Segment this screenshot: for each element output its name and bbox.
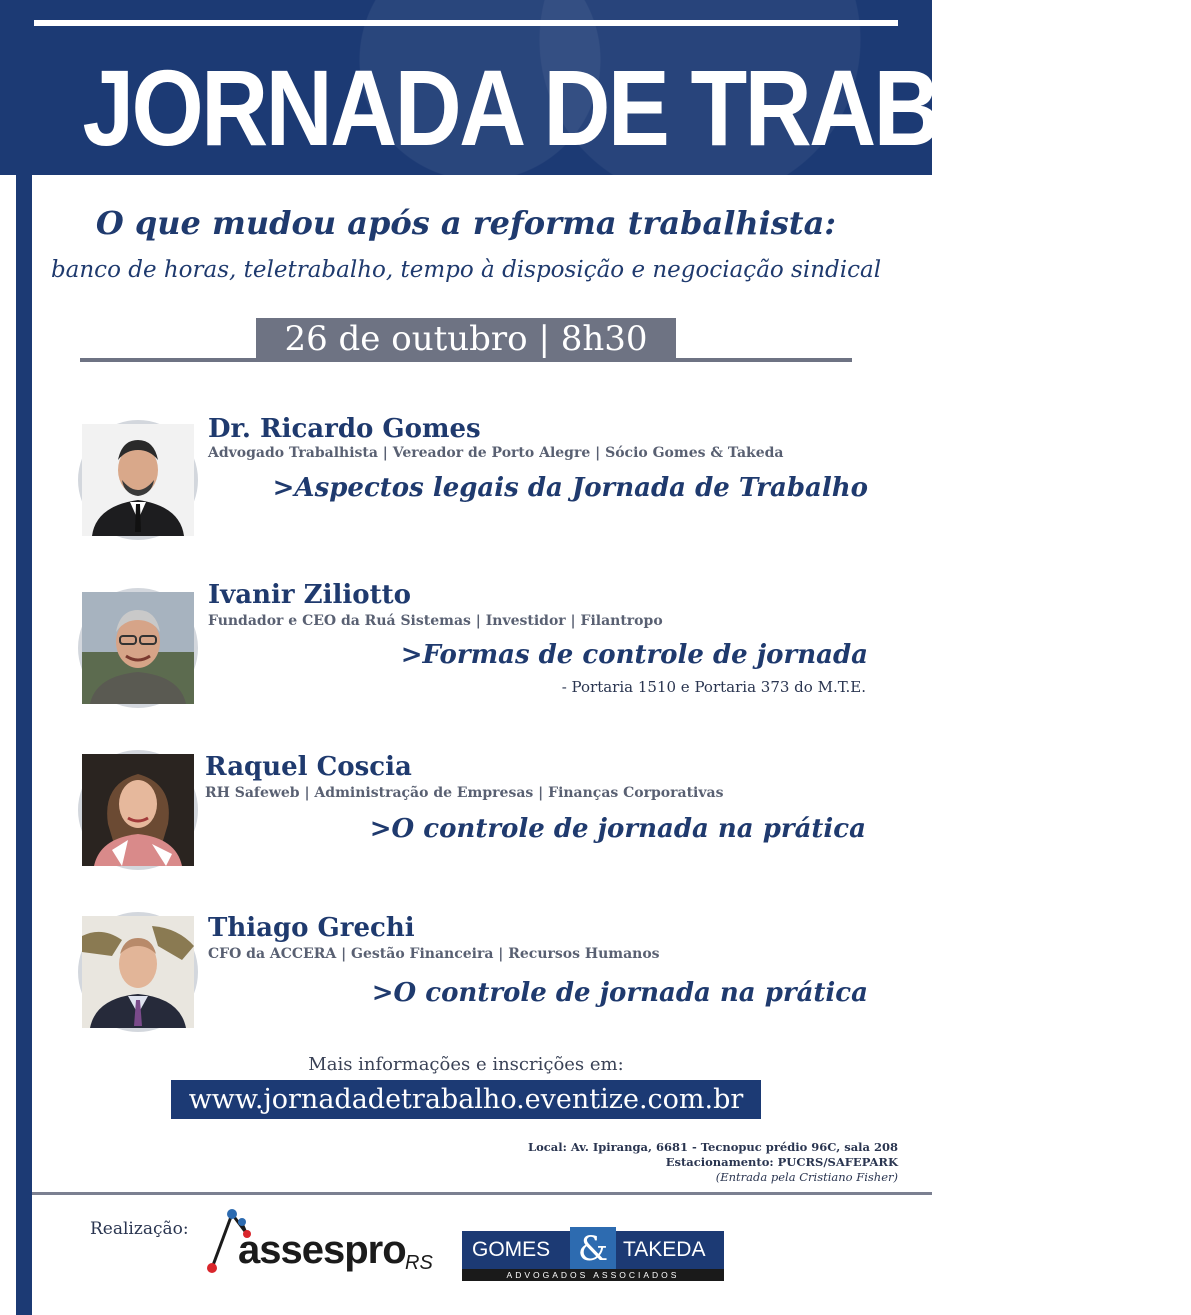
- talk-title: >Formas de controle de jornada: [400, 640, 868, 670]
- talk-title: >O controle de jornada na prática: [371, 978, 868, 1008]
- venue-address: Local: Av. Ipiranga, 6681 - Tecnopuc prédio 96C, sala 208: [528, 1140, 898, 1154]
- speaker-role: Fundador e CEO da Ruá Sistemas | Investidor | Filantropo: [208, 613, 663, 629]
- speaker-photo: [78, 588, 198, 708]
- talk-title: >O controle de jornada na prática: [369, 814, 866, 844]
- speaker-card: [78, 750, 898, 875]
- speaker-role: CFO da ACCERA | Gestão Financeira | Recursos Humanos: [208, 946, 660, 962]
- assespro-wordmark: assespro: [238, 1228, 406, 1272]
- speaker-photo: [78, 420, 198, 540]
- speaker-name: Raquel Coscia: [205, 752, 412, 782]
- header-banner: [0, 0, 1191, 175]
- organizers-label: Realização:: [90, 1219, 189, 1239]
- person-icon: [82, 754, 194, 866]
- speaker-card: [78, 414, 898, 545]
- topics-line: banco de horas, teletrabalho, tempo à disposição e negociação sindical: [50, 257, 882, 283]
- subtitle: O que mudou após a reforma trabalhista:: [95, 204, 837, 242]
- event-date: 26 de outubro | 8h30: [256, 318, 676, 360]
- registration-link[interactable]: www.jornadadetrabalho.eventize.com.br: [171, 1080, 761, 1119]
- more-info-label: Mais informações e inscrições em:: [308, 1054, 624, 1075]
- speaker-photo: [78, 912, 198, 1032]
- logo-gomes: GOMES: [472, 1238, 551, 1261]
- page-title: JORNADA DE TRABALHO: [82, 47, 1191, 168]
- person-icon: [82, 424, 194, 536]
- speaker-name: Thiago Grechi: [208, 913, 415, 943]
- venue-entrance: (Entrada pela Cristiano Fisher): [715, 1170, 898, 1184]
- talk-title: >Aspectos legais da Jornada de Trabalho: [272, 473, 868, 503]
- logo-ampersand: &: [570, 1227, 616, 1271]
- footer-divider: [32, 1192, 932, 1195]
- speaker-role: Advogado Trabalhista | Vereador de Porto Alegre | Sócio Gomes & Takeda: [208, 445, 784, 461]
- speaker-role: RH Safeweb | Administração de Empresas | Finanças Corporativas: [205, 785, 724, 801]
- logo-subtitle: ADVOGADOS ASSOCIADOS: [462, 1269, 724, 1281]
- header-rule: [34, 20, 898, 26]
- left-accent-bar: [16, 175, 32, 1315]
- speaker-name: Ivanir Ziliotto: [208, 580, 411, 610]
- gomes-takeda-logo: [462, 1231, 724, 1281]
- logo-takeda: TAKEDA: [623, 1238, 706, 1261]
- speaker-name: Dr. Ricardo Gomes: [208, 414, 481, 444]
- speaker-photo: [78, 750, 198, 870]
- assespro-rs: RS: [405, 1252, 433, 1274]
- talk-subtitle: - Portaria 1510 e Portaria 373 do M.T.E.: [561, 678, 866, 696]
- speaker-card: [78, 580, 898, 713]
- assespro-logo: [200, 1208, 440, 1290]
- speaker-card: [78, 912, 898, 1037]
- person-icon: [82, 916, 194, 1028]
- person-icon: [82, 592, 194, 704]
- venue-parking: Estacionamento: PUCRS/SAFEPARK: [665, 1155, 898, 1169]
